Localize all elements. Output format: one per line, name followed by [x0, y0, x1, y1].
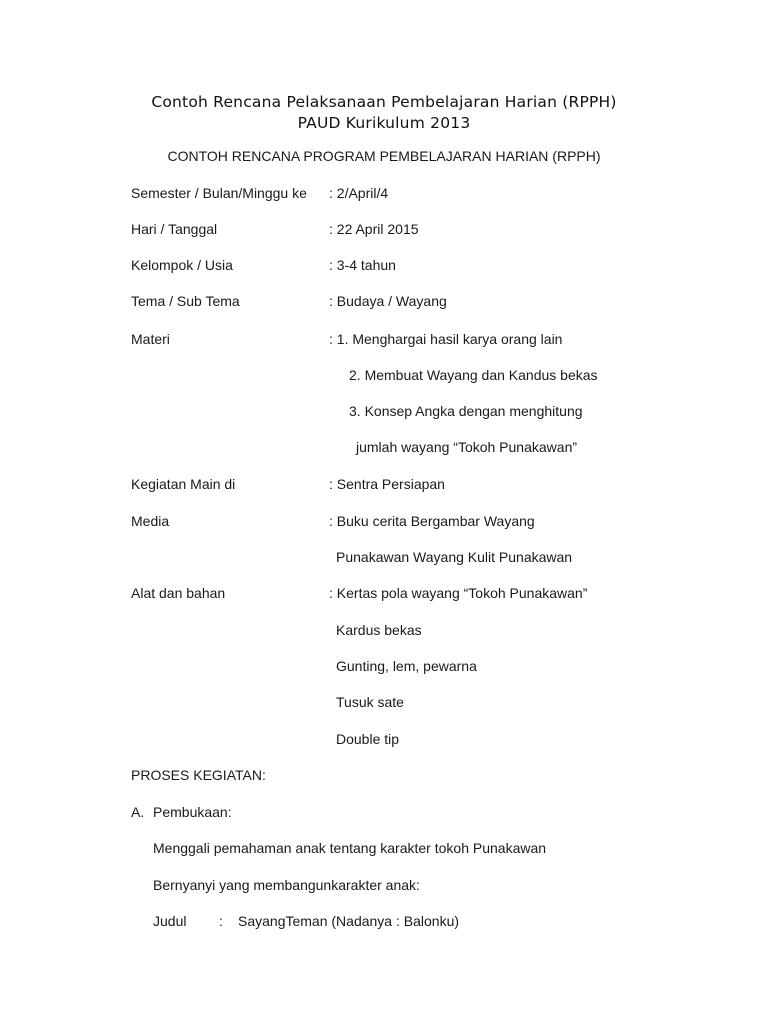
alat-line-3: Gunting, lem, pewarna: [336, 658, 477, 674]
materi-value: : 1. Menghargai hasil karya orang lain: [329, 331, 563, 347]
pembukaan-item-2: Bernyanyi yang membangunkarakter anak:: [153, 877, 420, 893]
materi-line-4: jumlah wayang “Tokoh Punakawan”: [356, 439, 578, 455]
semester-value: : 2/April/4: [329, 185, 389, 201]
alat-line-5: Double tip: [336, 731, 400, 747]
tema-label: Tema / Sub Tema: [131, 293, 240, 309]
media-label: Media: [131, 513, 170, 529]
judul-value: SayangTeman (Nadanya : Balonku): [238, 913, 460, 929]
alat-label: Alat dan bahan: [131, 585, 226, 601]
hari-value: : 22 April 2015: [329, 221, 419, 237]
materi-line-2: 2. Membuat Wayang dan Kandus bekas: [349, 367, 598, 383]
hari-label: Hari / Tanggal: [131, 221, 218, 237]
kelompok-label: Kelompok / Usia: [131, 257, 233, 273]
alat-line-2: Kardus bekas: [336, 622, 422, 638]
kelompok-value: : 3-4 tahun: [329, 257, 396, 273]
media-line-2: Punakawan Wayang Kulit Punakawan: [336, 549, 573, 565]
proses-heading: PROSES KEGIATAN:: [131, 767, 266, 783]
section-a-marker: A.: [131, 804, 145, 820]
materi-line-3: 3. Konsep Angka dengan menghitung: [349, 403, 583, 419]
kegiatan-label: Kegiatan Main di: [131, 476, 236, 492]
document-title-line2: PAUD Kurikulum 2013: [297, 114, 471, 132]
alat-value: : Kertas pola wayang “Tokoh Punakawan”: [329, 585, 588, 601]
kegiatan-value: : Sentra Persiapan: [329, 476, 445, 492]
judul-colon: :: [219, 913, 223, 929]
tema-value: : Budaya / Wayang: [329, 293, 447, 309]
alat-line-4: Tusuk sate: [336, 694, 404, 710]
document-subtitle: CONTOH RENCANA PROGRAM PEMBELAJARAN HARIAN (RPPH): [167, 148, 601, 164]
section-a-label: Pembukaan:: [153, 804, 232, 820]
document-title-line1: Contoh Rencana Pelaksanaan Pembelajaran Harian (RPPH): [151, 93, 617, 111]
pembukaan-item-1: Menggali pemahaman anak tentang karakter tokoh Punakawan: [153, 840, 547, 856]
materi-label: Materi: [131, 331, 170, 347]
media-value: : Buku cerita Bergambar Wayang: [329, 513, 535, 529]
semester-label: Semester / Bulan/Minggu ke: [131, 185, 307, 201]
judul-label: Judul: [153, 913, 187, 929]
